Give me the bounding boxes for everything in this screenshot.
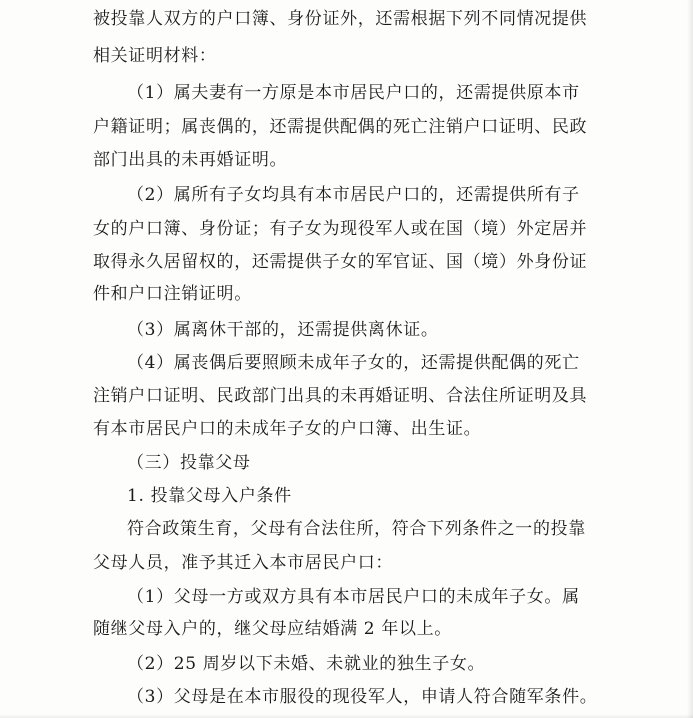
text-line: 被投靠人双方的户口簿、身份证外，还需根据下列不同情况提供 <box>93 9 588 29</box>
subsection-heading: 1. 投靠父母入户条件 <box>127 486 292 506</box>
text-line: （1）父母一方或双方具有本市居民户口的未成年子女。属 <box>127 587 580 607</box>
text-line: 符合政策生育，父母有合法住所，符合下列条件之一的投靠 <box>127 519 586 539</box>
text-line: 部门出具的未再婚证明。 <box>93 150 288 170</box>
text-line: 取得永久居留权的，还需提供子女的军官证、国（境）外身份证 <box>93 252 588 272</box>
text-line: 相关证明材料： <box>93 46 217 66</box>
text-line: 件和户口注销证明。 <box>93 284 252 304</box>
text-line: （2）属所有子女均具有本市居民户口的，还需提供所有子 <box>127 185 580 205</box>
text-line: 注销户口证明、民政部门出具的未再婚证明、合法住所证明及具 <box>93 386 588 406</box>
text-line: 女的户口簿、身份证；有子女为现役军人或在国（境）外定居并 <box>93 219 588 239</box>
text-line: 随继父母入户的，继父母应结婚满 2 年以上。 <box>93 619 452 639</box>
section-heading: （三）投靠父母 <box>127 453 251 473</box>
text-line: （3）父母是在本市服役的现役军人，申请人符合随军条件。 <box>127 687 598 707</box>
text-line: （1）属夫妻有一方原是本市居民户口的，还需提供原本市 <box>127 83 580 103</box>
text-line: （3）属离休干部的，还需提供离休证。 <box>127 320 439 340</box>
text-line: 父母人员，准予其迁入本市居民户口： <box>93 553 394 573</box>
text-line: （2）25 周岁以下未婚、未就业的独生子女。 <box>127 654 486 674</box>
page-edge-shadow <box>687 0 693 718</box>
text-line: 有本市居民户口的未成年子女的户口簿、出生证。 <box>93 419 482 439</box>
page-bottom-shadow <box>0 714 693 718</box>
text-line: （4）属丧偶后要照顾未成年子女的，还需提供配偶的死亡 <box>127 353 580 373</box>
text-line: 户籍证明；属丧偶的，还需提供配偶的死亡注销户口证明、民政 <box>93 117 588 137</box>
